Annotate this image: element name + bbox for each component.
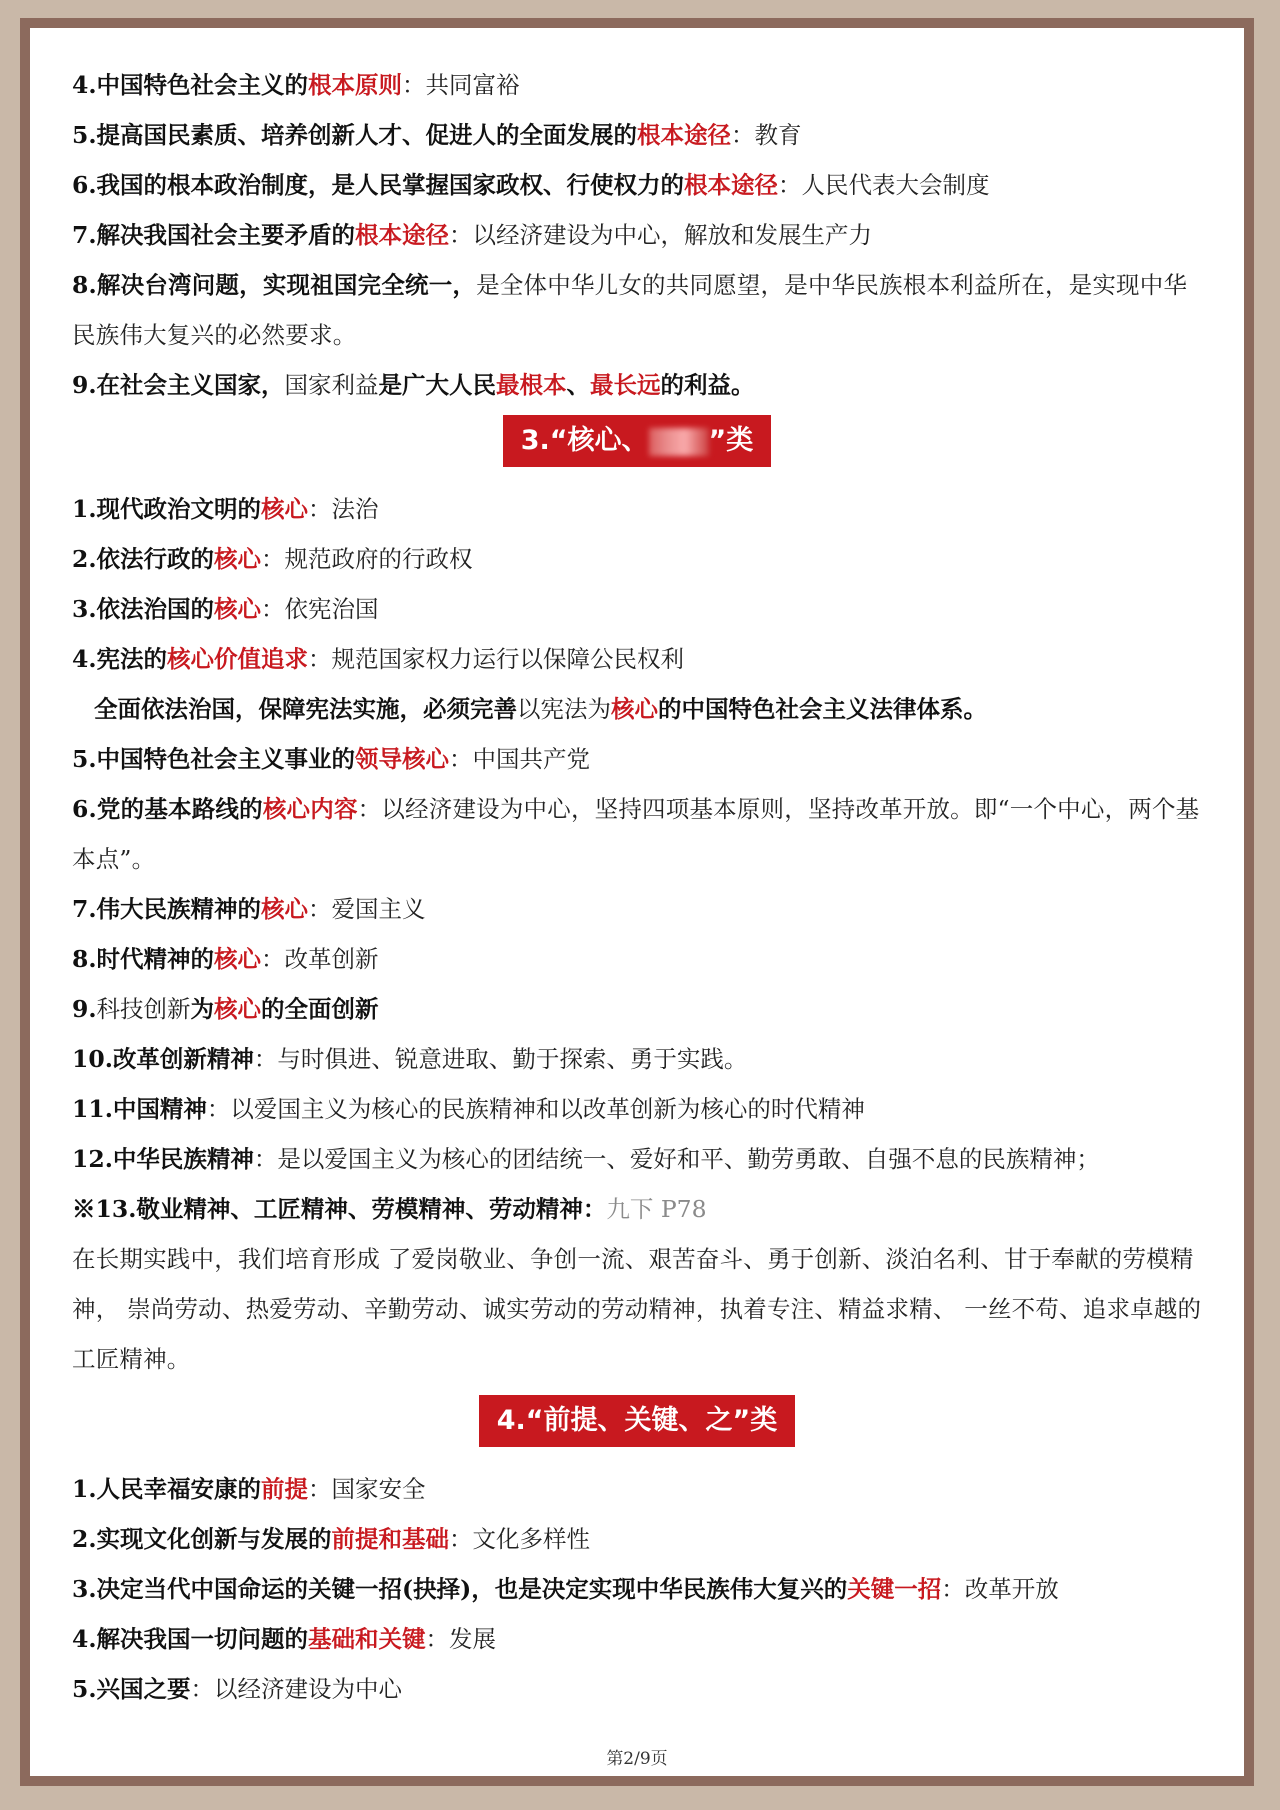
document-page [30,28,1244,1776]
list-item: 2.依法行政的核心：规范政府的行政权 [72,545,473,573]
page-frame [20,18,1254,1786]
list-item: 8.时代精神的核心：改革创新 [72,945,379,973]
list-item: 1.人民幸福安康的前提：国家安全 [72,1475,426,1503]
list-item: 9.在社会主义国家，国家利益是广大人民最根本、最长远的利益。 [72,371,755,399]
content [72,60,1202,1714]
list-item: 6.党的基本路线的核心内容：以经济建设为中心，坚持四项基本原则，坚持改革开放。即“一个中心，两个基本点”。 [72,795,1200,873]
list-item: 5.中国特色社会主义事业的领导核心：中国共产党 [72,745,591,773]
list-item: 9.科技创新为核心的全面创新 [72,995,379,1023]
list-item: 6.我国的根本政治制度，是人民掌握国家政权、行使权力的根本途径：人民代表大会制度 [72,171,990,199]
list-item: 4.中国特色社会主义的根本原则：共同富裕 [72,71,520,99]
list-item: ※13.敬业精神、工匠精神、劳模精神、劳动精神：九下 P78 [72,1195,707,1223]
list-item: 11.中国精神：以爱国主义为核心的民族精神和以改革创新为核心的时代精神 [72,1095,865,1123]
page-number: 第2/9页 [606,1749,668,1769]
list-item: 2.实现文化创新与发展的前提和基础：文化多样性 [72,1525,591,1553]
list-item: 7.解决我国社会主要矛盾的根本途径：以经济建设为中心，解放和发展生产力 [72,221,873,249]
redacted-text [649,428,709,456]
section-heading: 4.“前提、关键、之”类 [72,1390,1202,1452]
paragraph: 在长期实践中，我们培育形成 了爱岗敬业、争创一流、艰苦奋斗、勇于创新、淡泊名利、甘于奉献的劳模精神， 崇尚劳动、热爱劳动、辛勤劳动、诚实劳动的劳动精神，执着专注、精益求精、 一丝不苟、追求卓越的工匠精神。 [72,1245,1202,1373]
list-item: 1.现代政治文明的核心：法治 [72,495,379,523]
list-item: 12.中华民族精神：是以爱国主义为核心的团结统一、爱好和平、勤劳勇敢、自强不息的民族精神； [72,1145,1100,1173]
section-heading: 3.“核心、 ”类 [72,410,1202,472]
list-item: 全面依法治国，保障宪法实施，必须完善以宪法为核心的中国特色社会主义法律体系。 [94,695,987,723]
list-item: 7.伟大民族精神的核心：爱国主义 [72,895,426,923]
list-item: 4.宪法的核心价值追求：规范国家权力运行以保障公民权利 [72,645,685,673]
list-item: 3.决定当代中国命运的关键一招(抉择)，也是决定实现中华民族伟大复兴的关键一招：改革开放 [72,1575,1059,1603]
list-item: 5.兴国之要：以经济建设为中心 [72,1675,403,1703]
list-item: 3.依法治国的核心：依宪治国 [72,595,379,623]
list-item: 5.提高国民素质、培养创新人才、促进人的全面发展的根本途径：教育 [72,121,802,149]
list-item: 8.解决台湾问题，实现祖国完全统一，是全体中华儿女的共同愿望，是中华民族根本利益所在，是实现中华民族伟大复兴的必然要求。 [72,271,1188,349]
list-item: 4.解决我国一切问题的基础和关键：发展 [72,1625,497,1653]
list-item: 10.改革创新精神：与时俱进、锐意进取、勤于探索、勇于实践。 [72,1045,748,1073]
